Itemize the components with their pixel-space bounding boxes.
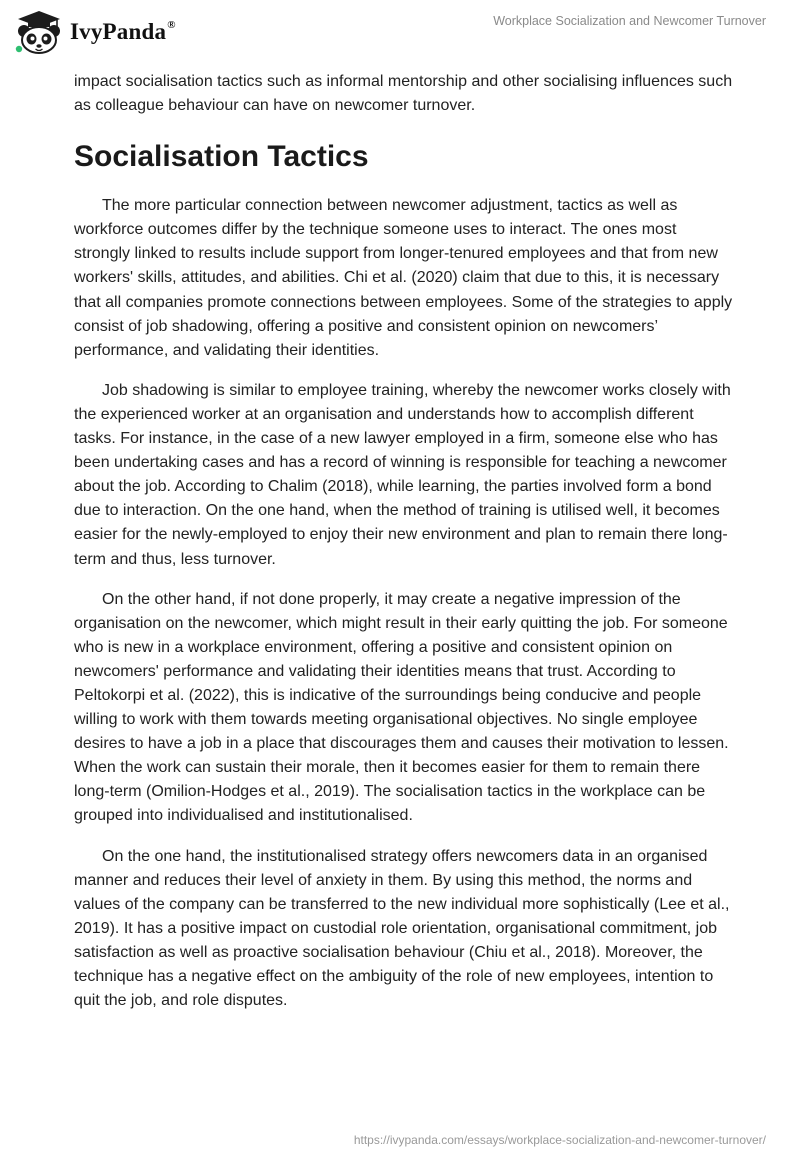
brand-name	[70, 19, 176, 45]
essay-body	[74, 70, 734, 1029]
ivypanda-logo[interactable]	[14, 8, 176, 56]
body-paragraph: Job shadowing is similar to employee training, whereby the newcomer works closely with the experienced worker at an organisation and understands how to accomplish different tasks. For instance, in the case of a new lawyer employed in a firm, someone else who has been undertaking cases and has a record of winning is responsible for teaching a newcomer about the job. According to Chalim (2018), while learning, the parties involved form a bond due to interaction. On the one hand, when the method of training is utilised well, it becomes easier for the newly-employed to enjoy their new environment and plan to remain there long-term and thus, less turnover.	[74, 381, 731, 568]
body-paragraph: On the other hand, if not done properly, it may create a negative impression of the organisation on the newcomer, which might result in their early quitting the job. For someone who is new in a workplace environment, offering a positive and consistent opinion on newcomers' performance and validating their identities means that trust. According to Peltokorpi et al. (2022), this is indicative of the surroundings being conducive and people willing to work with them towards meeting organisational objectives. No single employee desires to have a job in a place that discourages them and causes their motivation to lessen. When the work can sustain their morale, then it becomes easier for them to remain there long-term (Omilion-Hodges et al., 2019). The socialisation tactics in the workplace can be grouped into individualised and institutionalised.	[74, 590, 729, 825]
page-header	[0, 0, 800, 64]
body-paragraph: On the one hand, the institutionalised strategy offers newcomers data in an organised manner and reduces their level of anxiety in them. By using this method, the norms and values of the company can be transferred to the new individual more sophistically (Lee et al., 2019). It has a positive impact on custodial role orientation, organisational commitment, job satisfaction as well as proactive socialisation behaviour (Chiu et al., 2018). Moreover, the technique has a negative effect on the ambiguity of the role of new employees, intention to quit the job, and role disputes.	[74, 847, 730, 1010]
intro-paragraph: impact socialisation tactics such as informal mentorship and other socialising influences such as colleague behaviour can have on newcomer turnover.	[74, 73, 733, 115]
body-paragraph: The more particular connection between newcomer adjustment, tactics as well as workforce outcomes differ by the technique someone uses to interact. The ones most strongly linked to results include support from longer-tenured employees and that from new workers' skills, attitudes, and abilities. Chi et al. (2020) claim that due to this, it is necessary that all companies promote connections between employees. Some of the strategies to apply consist of job shadowing, offering a positive and consistent opinion on newcomers’ performance, and validating their identities.	[74, 197, 733, 359]
brand-text: IvyPanda	[70, 19, 167, 44]
source-url-link[interactable]: https://ivypanda.com/essays/workplace-socialization-and-newcomer-turnover/	[353, 1133, 766, 1147]
panda-mascot-icon	[14, 9, 64, 55]
section-heading: Socialisation Tactics	[74, 140, 369, 174]
document-title: Workplace Socialization and Newcomer Turnover	[493, 14, 766, 28]
registered-mark: ®	[167, 19, 176, 32]
